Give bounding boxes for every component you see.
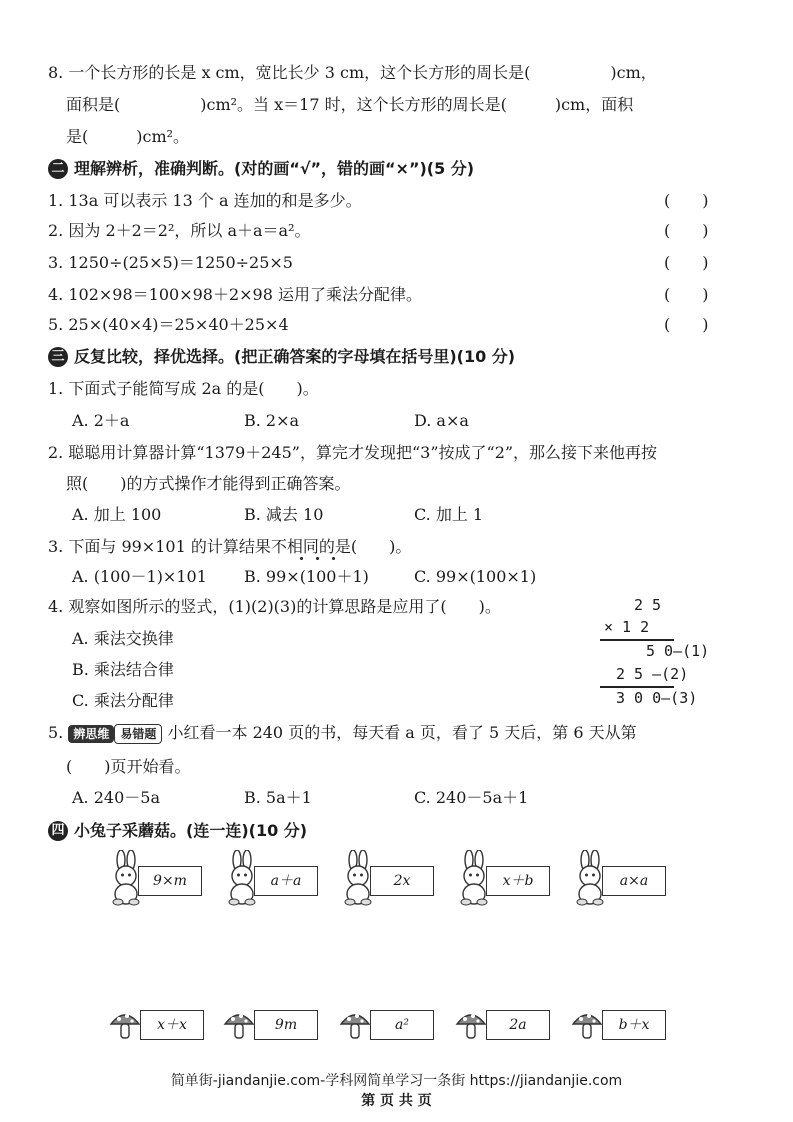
vert-row-3: 5 0—(1) <box>646 642 710 660</box>
s3-q1-option-a[interactable]: A. 2＋a <box>72 411 130 430</box>
mushroom-expression-box[interactable]: b＋x <box>602 1010 666 1040</box>
s2-item-5: 5. 25×(40×4)＝25×40＋25×4 <box>48 315 289 334</box>
s3-q5-option-c[interactable]: C. 240－5a＋1 <box>414 788 529 807</box>
s3-q3-option-b[interactable]: B. 99×(100＋1) <box>244 567 369 586</box>
s2-item-4: 4. 102×98＝100×98＋2×98 运用了乘法分配律。 <box>48 285 422 304</box>
mushroom-icon <box>454 1008 488 1042</box>
s3-q2-option-a[interactable]: A. 加上 100 <box>72 505 162 524</box>
s3-q1-stem: 1. 下面式子能简写成 2a 的是( )。 <box>48 379 319 398</box>
s3-q2-stem-1: 2. 聪聪用计算器计算“1379＋245”，算完才发现把“3”按成了“2”，那么接下来他再按 <box>48 443 658 462</box>
s3-q5-option-a[interactable]: A. 240－5a <box>72 788 160 807</box>
s2-answer-2[interactable]: ( ) <box>664 221 709 240</box>
s3-q4-option-c[interactable]: C. 乘法分配律 <box>72 691 174 710</box>
section4-number: 四 <box>48 821 68 841</box>
mushroom-icon <box>570 1008 604 1042</box>
s3-q5-stem-2: ( )页开始看。 <box>66 757 191 776</box>
s3-q4-option-b[interactable]: B. 乘法结合律 <box>72 660 174 679</box>
s3-q1-option-d[interactable]: D. a×a <box>414 411 469 430</box>
section2-heading <box>48 158 474 180</box>
mushroom-icon <box>338 1008 372 1042</box>
footer-page: 第 页 共 页 <box>361 1093 432 1109</box>
q8-line2: 面积是( )cm²。当 x＝17 时，这个长方形的周长是( )cm，面积 <box>66 95 634 114</box>
tag-yi-cuo-ti: 易错题 <box>114 724 162 744</box>
emphasis-dot <box>316 557 319 560</box>
s3-q2-option-c[interactable]: C. 加上 1 <box>414 505 484 524</box>
mushroom-icon <box>108 1008 142 1042</box>
footer-site: 简单街-jiandanjie.com-学科网简单学习一条街 https://jiandanjie.com <box>170 1073 623 1089</box>
s3-q2-option-b[interactable]: B. 减去 10 <box>244 505 324 524</box>
s2-item-1: 1. 13a 可以表示 13 个 a 连加的和是多少。 <box>48 191 362 210</box>
s3-q4-option-a[interactable]: A. 乘法交换律 <box>72 629 174 648</box>
s2-item-2: 2. 因为 2＋2＝2²，所以 a＋a＝a²。 <box>48 221 311 240</box>
rabbit-expression-box[interactable]: x＋b <box>486 866 550 896</box>
section4-title: 小兔子采蘑菇。(连一连)(10 分) <box>74 821 308 840</box>
emphasis-dot <box>300 557 303 560</box>
s3-q5-line1 <box>48 722 637 744</box>
s3-q3-option-c[interactable]: C. 99×(100×1) <box>414 567 537 586</box>
q8-line1: 8. 一个长方形的长是 x cm，宽比长少 3 cm，这个长方形的周长是( )cm， <box>48 63 657 82</box>
s3-q5-number: 5. <box>48 723 64 742</box>
section4-heading <box>48 820 307 842</box>
mushroom-expression-box[interactable]: 2a <box>486 1010 550 1040</box>
s3-q3-stem: 3. 下面与 99×101 的计算结果不相同的是( )。 <box>48 537 412 556</box>
mushroom-expression-box[interactable]: 9m <box>254 1010 318 1040</box>
tag-bian-si-wei: 辨思维 <box>68 725 114 743</box>
s3-q5-stem-1: 小红看一本 240 页的书，每天看 a 页，看了 5 天后，第 6 天从第 <box>167 723 637 742</box>
vert-row-4: 2 5 —(2) <box>616 665 689 683</box>
rabbit-expression-box[interactable]: 9×m <box>138 866 202 896</box>
s2-item-3: 3. 1250÷(25×5)＝1250÷25×5 <box>48 253 293 272</box>
section3-heading <box>48 346 515 368</box>
mushroom-expression-box[interactable]: x＋x <box>140 1010 204 1040</box>
s3-q3-option-a[interactable]: A. (100－1)×101 <box>72 567 207 586</box>
s2-answer-4[interactable]: ( ) <box>664 285 709 304</box>
mushroom-icon <box>222 1008 256 1042</box>
rabbit-expression-box[interactable]: a×a <box>602 866 666 896</box>
rabbit-expression-box[interactable]: a＋a <box>254 866 318 896</box>
s3-q2-stem-2: 照( )的方式操作才能得到正确答案。 <box>66 474 351 493</box>
section2-number: 二 <box>48 159 68 179</box>
emphasis-dot <box>332 557 335 560</box>
q8-line3: 是( )cm²。 <box>66 127 190 146</box>
s2-answer-3[interactable]: ( ) <box>664 253 709 272</box>
section2-title: 理解辨析，准确判断。(对的画“√”，错的画“×”)(5 分) <box>74 159 475 178</box>
mushroom-expression-box[interactable]: a² <box>370 1010 434 1040</box>
s3-q5-option-b[interactable]: B. 5a＋1 <box>244 788 312 807</box>
s3-q1-option-b[interactable]: B. 2×a <box>244 411 300 430</box>
vert-row-2: × 1 2 <box>604 618 650 636</box>
s3-q4-stem: 4. 观察如图所示的竖式，(1)(2)(3)的计算思路是应用了( )。 <box>48 597 501 616</box>
section3-number: 三 <box>48 347 68 367</box>
s2-answer-5[interactable]: ( ) <box>664 315 709 334</box>
rabbit-expression-box[interactable]: 2x <box>370 866 434 896</box>
vert-row-1: 2 5 <box>634 596 662 614</box>
section3-title: 反复比较，择优选择。(把正确答案的字母填在括号里)(10 分) <box>74 347 516 366</box>
vert-row-5: 3 0 0—(3) <box>616 689 698 707</box>
s2-answer-1[interactable]: ( ) <box>664 191 709 210</box>
